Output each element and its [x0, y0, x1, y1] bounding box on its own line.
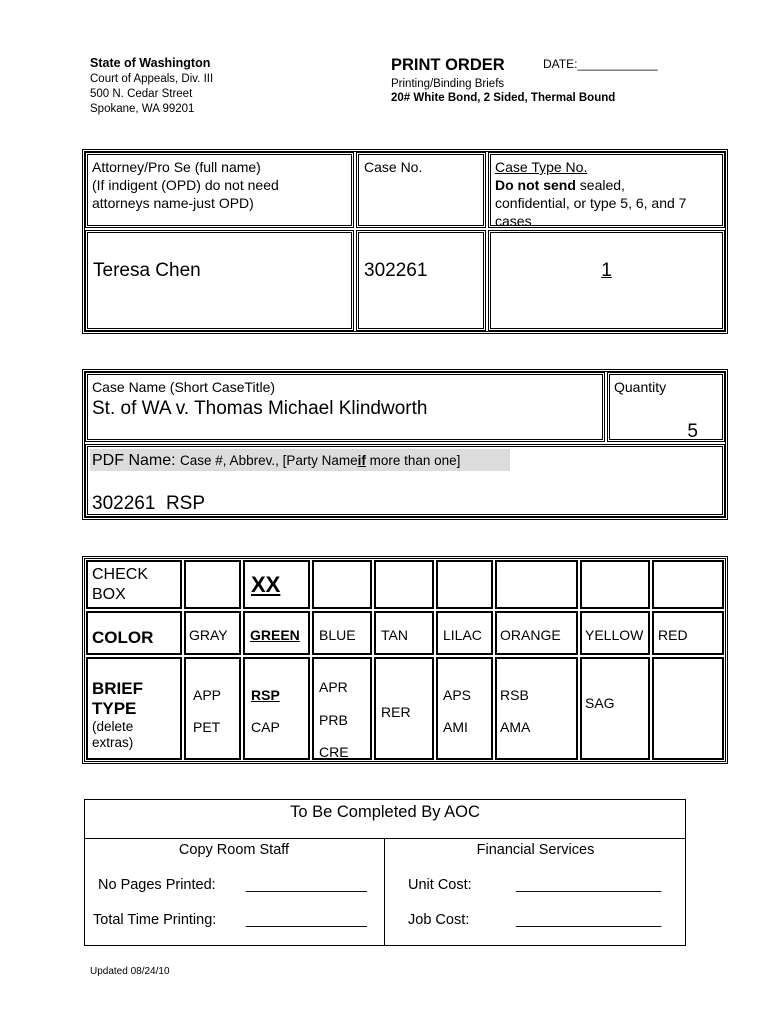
color-green: GREEN	[250, 627, 300, 643]
check-mark: XX	[251, 572, 281, 597]
color-gray-cell	[184, 611, 241, 655]
copy-room-header: Copy Room Staff	[178, 842, 290, 858]
pages-printed-field[interactable]: _______________	[246, 877, 367, 893]
financial-header: Financial Services	[476, 842, 595, 858]
aoc-divider	[84, 838, 686, 839]
quantity-label: Quantity	[614, 379, 667, 395]
brief-type-label-1: BRIEF	[92, 679, 143, 698]
brief-apr: APR	[319, 679, 348, 695]
updated-date: Updated 08/24/10	[90, 966, 170, 977]
brief-cre: CRE	[319, 744, 349, 760]
org-name: State of Washington	[90, 56, 211, 70]
attorney-label-3: attorneys name-just OPD)	[92, 195, 254, 211]
case-no-label-cell	[356, 152, 486, 228]
brief-yellow-cell	[580, 657, 650, 760]
color-lilac: LILAC	[443, 627, 482, 643]
org-street: 500 N. Cedar Street	[90, 88, 193, 100]
case-name-label: Case Name (Short CaseTitle)	[92, 379, 276, 395]
pdf-name-label: PDF Name:	[92, 452, 176, 469]
time-printing-label: Total Time Printing:	[93, 912, 217, 928]
brief-blue-cell	[312, 657, 372, 760]
color-label-cell	[86, 611, 182, 655]
brief-ama: AMA	[500, 719, 531, 735]
case-type-label-cell	[488, 152, 725, 228]
subtitle-briefs: Printing/Binding Briefs	[391, 78, 505, 90]
pdf-name-cell[interactable]	[85, 444, 725, 517]
brief-rer: RER	[381, 704, 411, 720]
color-red: RED	[658, 627, 688, 643]
pages-printed-label: No Pages Printed:	[98, 877, 216, 893]
brief-aps: APS	[443, 687, 472, 703]
checkbox-yellow[interactable]	[580, 560, 650, 609]
org-division: Court of Appeals, Div. III	[90, 73, 214, 85]
brief-type-label-cell	[86, 657, 182, 760]
attorney-label-2: (If indigent (OPD) do not need	[92, 177, 279, 193]
case-no-value-cell[interactable]	[356, 230, 486, 331]
attorney-value-cell[interactable]	[85, 230, 354, 331]
checkbox-red[interactable]	[652, 560, 724, 609]
subtitle-paper: 20# White Bond, 2 Sided, Thermal Bound	[391, 92, 616, 104]
color-yellow: YELLOW	[585, 627, 644, 643]
checkbox-gray[interactable]	[184, 560, 241, 609]
case-number: 302261	[364, 260, 428, 281]
brief-rsp: RSP	[251, 687, 280, 703]
page-title: PRINT ORDER	[391, 56, 505, 74]
color-yellow-cell	[580, 611, 650, 655]
case-type-note-bold: Do not send	[495, 177, 576, 193]
job-cost-field[interactable]: __________________	[516, 912, 662, 928]
org-city: Spokane, WA 99201	[90, 103, 195, 115]
case-no-label: Case No.	[364, 159, 423, 175]
brief-lilac-cell	[436, 657, 493, 760]
color-gray: GRAY	[189, 627, 228, 643]
case-type-label: Case Type No.	[495, 159, 588, 175]
attorney-label-cell	[85, 152, 354, 228]
checkbox-blue[interactable]	[312, 560, 372, 609]
brief-rsb: RSB	[500, 687, 529, 703]
quantity-cell[interactable]	[607, 372, 725, 442]
color-orange: ORANGE	[500, 627, 561, 643]
case-type-value-cell[interactable]	[488, 230, 725, 331]
brief-green-cell	[243, 657, 310, 760]
checkbox-lilac[interactable]	[436, 560, 493, 609]
case-type-note-1: sealed,	[575, 177, 625, 193]
date-field[interactable]: DATE:____________	[543, 57, 658, 71]
brief-ami: AMI	[443, 719, 468, 735]
case-name-cell[interactable]	[85, 372, 605, 442]
quantity-value: 5	[687, 421, 698, 442]
brief-type-note-2: extras)	[92, 735, 134, 750]
unit-cost-field[interactable]: __________________	[516, 877, 662, 893]
unit-cost-label: Unit Cost:	[408, 877, 472, 893]
brief-prb: PRB	[319, 712, 348, 728]
job-cost-label: Job Cost:	[408, 912, 470, 928]
color-blue-cell	[312, 611, 372, 655]
case-type-note-3: cases	[495, 213, 532, 229]
color-red-cell	[652, 611, 724, 655]
brief-orange-cell	[495, 657, 578, 760]
color-green-cell	[243, 611, 310, 655]
attorney-label-1: Attorney/Pro Se (full name)	[92, 159, 261, 175]
case-name-value: St. of WA v. Thomas Michael Klindworth	[92, 398, 428, 419]
color-blue: BLUE	[319, 627, 356, 643]
brief-type-note-1: (delete	[92, 719, 134, 734]
pdf-name-hint-a: Case #, Abbrev., [Party Name	[180, 453, 358, 468]
checkbox-tan[interactable]	[374, 560, 434, 609]
aoc-title: To Be Completed By AOC	[290, 803, 480, 821]
pdf-name-hint-c: more than one]	[365, 453, 461, 468]
brief-type-label-2: TYPE	[92, 699, 137, 718]
check-box-label-1: CHECK	[92, 566, 149, 583]
brief-cap: CAP	[251, 719, 280, 735]
color-lilac-cell	[436, 611, 493, 655]
check-box-label-2: BOX	[92, 586, 126, 603]
checkbox-orange[interactable]	[495, 560, 578, 609]
pdf-name-hint-if: if	[357, 453, 366, 468]
brief-app: APP	[193, 687, 222, 703]
case-type-number: 1	[601, 260, 612, 281]
color-label: COLOR	[92, 628, 154, 647]
pdf-name-value: 302261 RSP	[92, 493, 206, 514]
checkbox-green[interactable]	[243, 560, 310, 609]
brief-gray-cell	[184, 657, 241, 760]
brief-sag: SAG	[585, 695, 615, 711]
check-box-label-cell	[86, 560, 182, 609]
attorney-name: Teresa Chen	[93, 260, 201, 281]
brief-tan-cell	[374, 657, 434, 760]
color-tan: TAN	[381, 627, 408, 643]
brief-pet: PET	[193, 719, 221, 735]
color-tan-cell	[374, 611, 434, 655]
color-orange-cell	[495, 611, 578, 655]
brief-red-cell	[652, 657, 724, 760]
time-printing-field[interactable]: _______________	[246, 912, 367, 928]
case-type-note-2: confidential, or type 5, 6, and 7	[495, 195, 687, 211]
